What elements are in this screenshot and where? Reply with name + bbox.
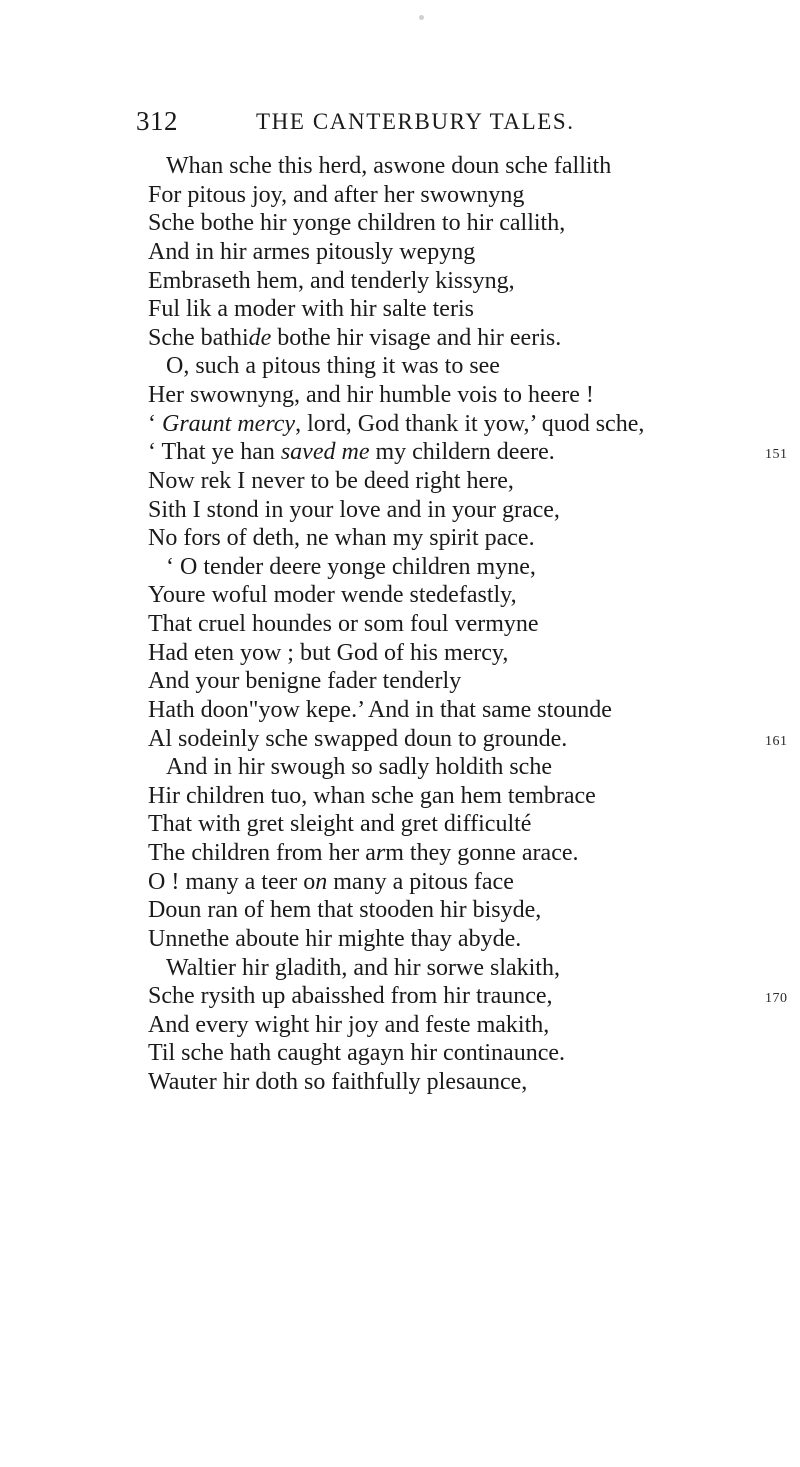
poem-line-text: The children from her arm they gonne arace. — [148, 840, 579, 866]
poem-line-text: Waltier hir gladith, and hir sorwe slakith, — [166, 954, 560, 981]
poem-line — [148, 295, 668, 324]
poem-line-text: Had eten yow ; but God of his mercy, — [148, 639, 509, 666]
poem-line-text: Ful lik a moder with hir salte teris — [148, 296, 474, 323]
poem-line — [148, 267, 668, 296]
poem-line-text: ‘ O tender deere yonge children myne, — [166, 553, 536, 580]
poem-line-text: Sche rysith up abaisshed from hir traunce, — [148, 983, 553, 1010]
poem-line — [148, 438, 788, 467]
poem-line-text: And your benigne fader tenderly — [148, 668, 462, 695]
poem-line — [148, 352, 668, 381]
poem-line — [148, 896, 668, 925]
poem-line — [148, 1039, 668, 1068]
ink-dot — [419, 15, 424, 20]
poem-line — [148, 667, 668, 696]
poem-line-text: No fors of deth, ne whan my spirit pace. — [148, 525, 535, 552]
poem-line-text: Youre woful moder wende stedefastly, — [148, 582, 517, 609]
poem-line — [148, 1068, 668, 1097]
poem-line — [148, 868, 668, 897]
line-number: 161 — [765, 733, 788, 749]
poem-line-text: Embraseth hem, and tenderly kissyng, — [148, 267, 515, 294]
poem-line — [148, 410, 668, 439]
poem-line — [148, 725, 788, 754]
poem-line-text: And in hir armes pitously wepyng — [148, 238, 476, 265]
poem-line — [148, 381, 668, 410]
poem-line-text: O ! many a teer on many a pitous face — [148, 868, 514, 895]
poem-line-text: ‘ Graunt mercy, lord, God thank it yow,’ quod sche, — [148, 410, 645, 437]
line-number: 151 — [765, 447, 788, 463]
poem-line — [148, 839, 668, 868]
poem-line — [148, 581, 668, 610]
poem-line-text: Til sche hath caught agayn hir continaunce. — [148, 1040, 565, 1067]
poem-line — [148, 753, 668, 782]
poem-line — [148, 238, 668, 267]
poem-line — [148, 782, 668, 811]
poem-line — [148, 524, 668, 553]
poem-line — [148, 954, 668, 983]
running-title: THE CANTERBURY TALES. — [256, 109, 575, 134]
poem-line-text: Doun ran of hem that stooden hir bisyde, — [148, 897, 542, 924]
poem-line-text: Now rek I never to be deed right here, — [148, 467, 514, 494]
poem-line — [148, 639, 668, 668]
poem-line — [148, 610, 668, 639]
poem-line — [148, 925, 668, 954]
poem-line-text: Her swownyng, and hir humble vois to heere ! — [148, 382, 594, 408]
poem-line — [148, 152, 668, 181]
poem-line-text: Hir children tuo, whan sche gan hem tembrace — [148, 782, 596, 809]
poem-line-text: Whan sche this herd, aswone doun sche fallith — [166, 153, 612, 179]
poem-line-text: O, such a pitous thing it was to see — [166, 353, 500, 380]
poem-line — [148, 181, 668, 210]
poem-line-text: And in hir swough so sadly holdith sche — [166, 754, 552, 781]
poem-line-text: ‘ That ye han saved me my childern deere. — [148, 439, 555, 466]
poem-line — [148, 810, 668, 839]
page-header — [136, 106, 676, 140]
poem-line-text: Sche bathide bothe hir visage and hir eeris. — [148, 324, 562, 351]
poem-line-text: Unnethe aboute hir mighte thay abyde. — [148, 925, 522, 952]
poem-line-text: For pitous joy, and after her swownyng — [148, 181, 525, 208]
poem-text — [148, 152, 788, 1097]
poem-line-text: Wauter hir doth so faithfully plesaunce, — [148, 1069, 528, 1095]
poem-line — [148, 553, 668, 582]
poem-line — [148, 982, 788, 1011]
poem-line-text: Al sodeinly sche swapped doun to grounde. — [148, 725, 568, 752]
poem-line — [148, 696, 668, 725]
poem-line — [148, 496, 668, 525]
poem-line — [148, 467, 668, 496]
poem-line-text: And every wight hir joy and feste makith, — [148, 1011, 550, 1038]
poem-line — [148, 1011, 668, 1040]
line-number: 170 — [765, 991, 788, 1007]
poem-line — [148, 324, 668, 353]
poem-line-text: Sith I stond in your love and in your grace, — [148, 496, 560, 523]
poem-line-text: Sche bothe hir yonge children to hir callith, — [148, 210, 566, 237]
page-number: 312 — [136, 106, 178, 136]
poem-line-text: That with gret sleight and gret difficulté — [148, 811, 532, 838]
poem-line-text: That cruel houndes or som foul vermyne — [148, 611, 539, 637]
poem-line — [148, 209, 668, 238]
poem-line-text: Hath doon"yow kepe.’ And in that same stounde — [148, 696, 612, 723]
